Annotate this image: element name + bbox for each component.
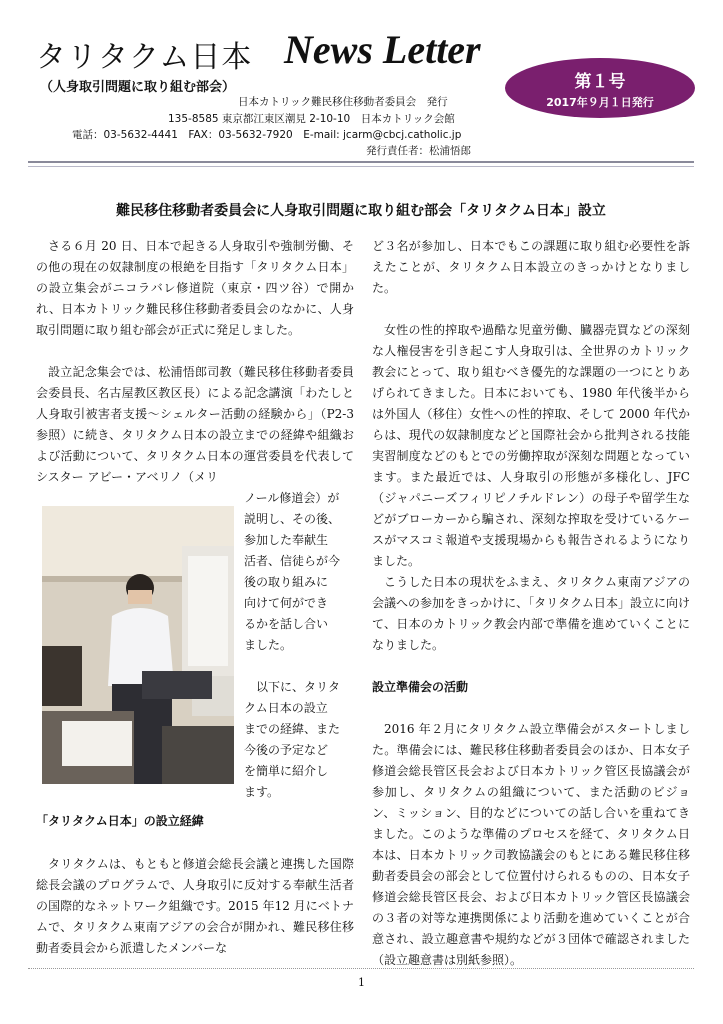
text-line: までの経緯、また bbox=[244, 722, 341, 736]
paragraph: 女性の性的搾取や過酷な児童労働、臓器売買などの深刻な人権侵害を引き起こす人身取引は、全世界のカトリック教会にとって、取り組むべき優先的な課題の一つにとりあげられてきました。日本においても、1980 年代後半からは外国人（移住）女性への性的搾取、そして 2000 年代からは、現代の奴隷制度などと国際社会から批判される技能実習制度などのもとでの労働搾取が深刻な問題となっています。また最近では、人身取引の形態が多様化し、JFC（ジャパニーズフィリピノチルドレン）の母子や留学生などがブローカーから騙され、深刻な搾取を受けているケースがマスコミ報道や支援現場からも報告されるようになりました。 bbox=[372, 323, 690, 568]
issue-date: 2017年９月１日発行 bbox=[546, 96, 654, 109]
text-line: 今後の予定など bbox=[244, 743, 329, 757]
text-line: を簡単に紹介し bbox=[244, 764, 329, 778]
footer-divider bbox=[28, 968, 694, 969]
header-divider bbox=[28, 161, 694, 163]
issue-number: 第１号 bbox=[574, 72, 626, 92]
issue-badge bbox=[505, 58, 695, 118]
contact-line: 電話：03-5632-4441 FAX：03-5632-7920 E-mail: jcarm@cbcj.catholic.jp bbox=[72, 129, 462, 141]
paragraph: 2016 年２月にタリタクム設立準備会がスタートしました。準備会には、難民移住移動者委員会のほか、日本女子修道会総長管区長会および日本カトリック管区長協議会が参加し、タリタクムの組織について、また活動のビジョン、ミッション、目的などについての話し合いを重ねてきました。このような準備のプロセスを経て、タリタクム日本は、日本カトリック司教協議会のもとにある難民移住移動者委員会の部会として位置付けられるものの、日本女子修道会総長管区長会、および日本カトリック管区長協議会の３者の対等な連携関係により活動を進めていくことが合意され、設立趣意書や規約などが３団体で確認されました（設立趣意書は別紙参照）。 bbox=[372, 722, 690, 967]
text-line: 向けて何ができ bbox=[244, 596, 329, 610]
text-line: 説明し、その後、 bbox=[244, 512, 341, 526]
left-column-top bbox=[36, 236, 354, 488]
text-line: 参加した奉献生 bbox=[244, 533, 329, 547]
text-line: るかを話し合い bbox=[244, 617, 329, 631]
header-divider-thin bbox=[28, 166, 694, 167]
editor-line: 発行責任者：松浦悟郎 bbox=[366, 145, 471, 157]
text-line: 後の取り組みに bbox=[244, 575, 329, 589]
paragraph: ど３名が参加し、日本でもこの課題に取り組む必要性を訴えたことが、タリタクム日本設立のきっかけとなりました。 bbox=[372, 239, 690, 295]
section-heading-preparation: 設立準備会の活動 bbox=[372, 680, 469, 694]
text-line: クム日本の設立 bbox=[244, 701, 328, 715]
left-column-bottom bbox=[36, 854, 354, 959]
publisher-line: 日本カトリック難民移住移動者委員会 発行 bbox=[238, 96, 448, 108]
text-line: ます。 bbox=[244, 785, 280, 799]
section-heading-establishment: 「タリタクム日本」の設立経緯 bbox=[36, 814, 204, 828]
meeting-photo bbox=[42, 506, 234, 784]
newsletter-title-jp: タリタクム日本 bbox=[36, 40, 253, 75]
paragraph: 設立記念集会では、松浦悟郎司教（難民移住移動者委員会委員長、名古屋教区教区長）による記念講演「わたしと人身取引被害者支援～シェルター活動の経験から」（P2-3 参照）に続き、タリタクム日本の設立までの経緯や組織および活動について、タリタクム日本の運営委員を代表してシスター アビー・アベリノ（メリ bbox=[36, 365, 354, 484]
page-number: 1 bbox=[358, 976, 365, 989]
article-headline: 難民移住移動者委員会に人身取引問題に取り組む部会「タリタクム日本」設立 bbox=[116, 203, 606, 219]
paragraph: さる６月 20 日、日本で起きる人身取引や強制労働、その他の現在の奴隷制度の根絶を目指す「タリタクム日本」の設立集会がニコラバレ修道院（東京・四ツ谷）で開かれ、日本カトリック難民移住移動者委員会のなかに、人身取引問題に取り組む部会が正式に発足しました。 bbox=[36, 239, 354, 337]
paragraph: タリタクムは、もともと修道会総長会議と連携した国際総長会議のプログラムで、人身取引に反対する奉献生活者の国際的なネットワーク組織です。2015 年12 月にベトナムで、タリタクム東南アジアの会合が開かれ、難民移住移動者委員会から派遣したメンバーな bbox=[36, 857, 354, 955]
paragraph: こうした日本の現状をふまえ、タリタクム東南アジアの会議への参加をきっかけに、「タリタクム日本」設立に向けて、日本のカトリック教会内部で準備を進めていくことになりました。 bbox=[372, 575, 690, 652]
newsletter-subtitle: （人身取引問題に取り組む部会） bbox=[40, 80, 236, 95]
address-line: 135-8585 東京都江東区潮見 2-10-10 日本カトリック会館 bbox=[168, 113, 455, 125]
right-column bbox=[372, 236, 690, 971]
photo-side-text bbox=[244, 488, 356, 803]
text-line: ノール修道会）が bbox=[244, 491, 340, 505]
text-line: 活者、信徒らが今 bbox=[244, 554, 341, 568]
newsletter-title-en: News Letter bbox=[284, 27, 481, 72]
text-line: ました。 bbox=[244, 638, 293, 652]
text-line: 以下に、タリタ bbox=[256, 680, 341, 694]
